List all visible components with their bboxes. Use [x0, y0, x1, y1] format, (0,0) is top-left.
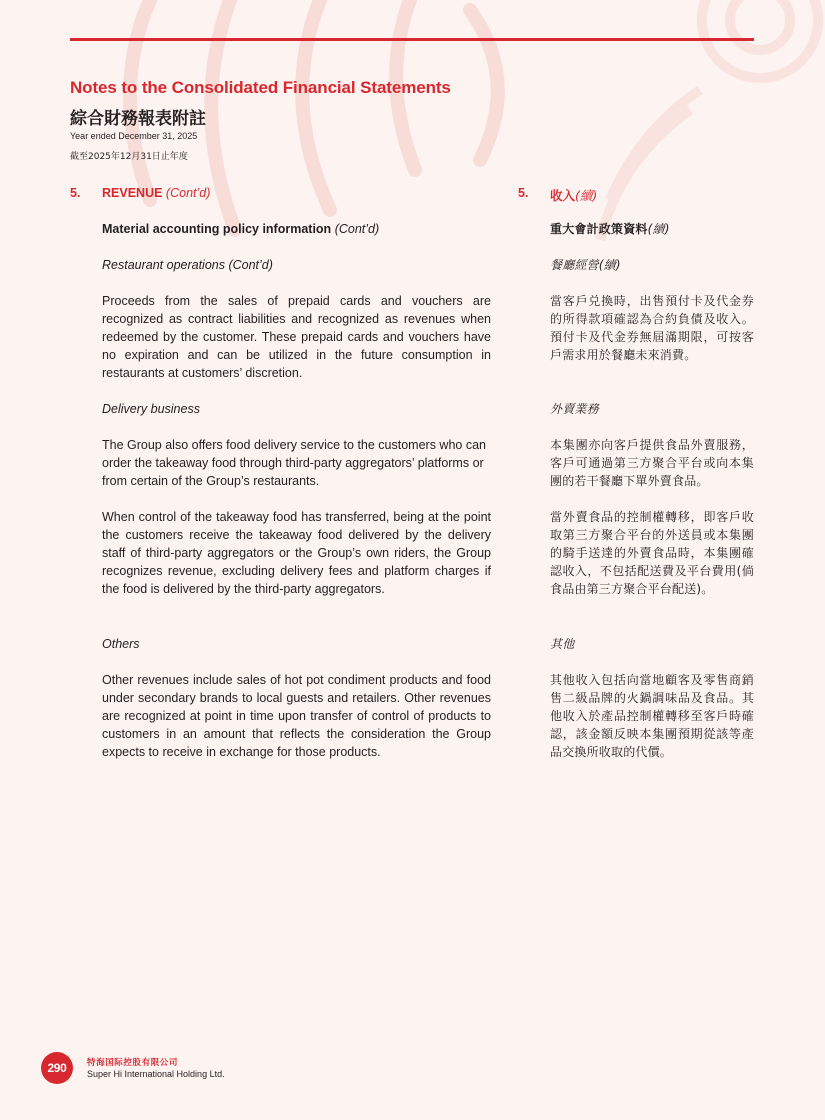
- restaurant-paragraph-en: Proceeds from the sales of prepaid cards and vouchers are recognized as contract liabilities and recognized as revenues when redeemed by the customer. These prepaid cards and vouchers have no expiration and can be utilized in the future consumption in restaurants at customers’ discretion.: [102, 294, 491, 380]
- policy-cont-zh: (續): [647, 222, 670, 236]
- section-number-zh: 5.: [518, 186, 529, 200]
- page-number-badge: 290: [41, 1052, 73, 1084]
- others-paragraph-en: Other revenues include sales of hot pot condiment products and food under secondary brands to local guests and retailers. Other revenues are recognized at point in time upon transfer of control of products to customers in an amount that reflects the consideration the Group expects to receive in exchange for those products.: [102, 673, 491, 759]
- others-heading-en: Others: [102, 637, 140, 651]
- section-number-en: 5.: [70, 186, 81, 200]
- delivery-heading-zh: 外賣業務: [550, 402, 599, 416]
- delivery-paragraph2-en: When control of the takeaway food has transferred, being at the point the customers receive the takeaway food delivered by the delivery staff of third-party aggregators or the Group’s own riders, the Group recognizes revenue, excluding delivery fees and platform charges if the food is delivered by the third-party aggregators.: [102, 510, 491, 596]
- section-title-zh: [550, 186, 597, 204]
- others-paragraph-zh: 其他收入包括向當地顧客及零售商銷售二級品牌的火鍋調味品及食品。其他收入於產品控制權轉移至客戶時確認，該金額反映本集團預期從該等產品交換所收取的代價。: [550, 673, 754, 759]
- section-title-text: REVENUE: [102, 186, 163, 200]
- header-rule: [70, 38, 754, 41]
- restaurant-paragraph-zh: 當客戶兑換時，出售預付卡及代金券的所得款項確認為合約負債及收入。預付卡及代金券無屆滿期限，可按客戶需求用於餐廳未來消費。: [550, 294, 754, 362]
- delivery-heading-en: Delivery business: [102, 402, 200, 416]
- section-cont-en: (Cont’d): [165, 186, 211, 200]
- section-title-zh-text: 收入: [550, 188, 576, 203]
- period-zh: 截至2025年12月31日止年度: [70, 152, 188, 162]
- restaurant-heading-en: Restaurant operations (Cont’d): [102, 258, 273, 272]
- section-cont-zh: (續): [575, 188, 598, 203]
- period-en: Year ended December 31, 2025: [70, 131, 198, 141]
- policy-heading-en: [102, 220, 491, 238]
- delivery-paragraph1-zh: 本集團亦向客戶提供食品外賣服務，客戶可通過第三方聚合平台或向本集團的若干餐廳下單外賣食品。: [550, 438, 754, 488]
- policy-cont-en: (Cont’d): [334, 222, 380, 236]
- company-name-zh: 特海国际控股有限公司: [87, 1058, 179, 1068]
- restaurant-heading-zh: 餐廳經營(續): [550, 258, 621, 272]
- company-name-en: Super Hi International Holding Ltd.: [87, 1069, 225, 1079]
- others-heading-zh: 其他: [550, 637, 575, 651]
- policy-heading-text: Material accounting policy information: [102, 222, 332, 236]
- policy-heading-zh-text: 重大會計政策資料: [550, 222, 648, 236]
- page-title-zh: 綜合財務報表附註: [70, 109, 206, 129]
- page-title-en: Notes to the Consolidated Financial Statements: [70, 78, 451, 97]
- policy-heading-zh: [550, 220, 754, 238]
- delivery-paragraph1-en: The Group also offers food delivery service to the customers who can order the takeaway food through third-party aggregators’ platforms or from certain of the Group’s restaurants.: [102, 438, 486, 488]
- delivery-paragraph2-zh: 當外賣食品的控制權轉移，即客戶收取第三方聚合平台的外送員或本集團的騎手送達的外賣食品時，本集團確認收入，不包括配送費及平台費用(倘食品由第三方聚合平台配送)。: [550, 510, 754, 596]
- section-title-en: [102, 186, 210, 200]
